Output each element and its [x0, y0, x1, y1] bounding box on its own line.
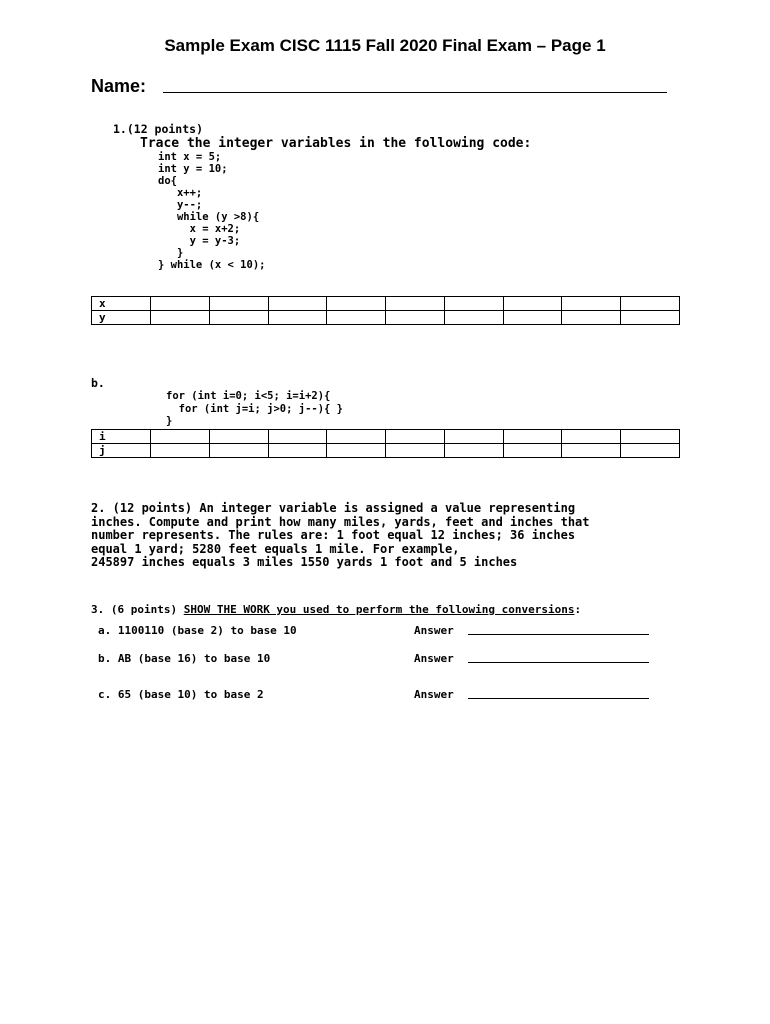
trace-cell[interactable] [151, 430, 210, 444]
trace-cell[interactable] [503, 444, 562, 458]
conversion-b: b. AB (base 16) to base 10 [98, 652, 271, 665]
trace-cell[interactable] [209, 444, 268, 458]
trace-cell[interactable] [268, 430, 327, 444]
row-label-i: i [92, 430, 151, 444]
trace-cell[interactable] [444, 430, 503, 444]
trace-cell[interactable] [151, 297, 210, 311]
row-label-x: x [92, 297, 151, 311]
trace-cell[interactable] [327, 430, 386, 444]
answer-label-b: Answer [414, 652, 454, 665]
table-row [92, 444, 680, 458]
question-3-instruction: SHOW THE WORK you used to perform the following conversions [183, 603, 575, 616]
trace-cell[interactable] [503, 311, 562, 325]
name-label: Name: [91, 76, 147, 96]
name-blank-line[interactable] [163, 92, 667, 93]
answer-line-a[interactable] [468, 621, 649, 635]
trace-cell[interactable] [386, 297, 445, 311]
trace-cell[interactable] [621, 297, 680, 311]
answer-line-c[interactable] [468, 685, 649, 699]
answer-label-c: Answer [414, 688, 454, 701]
trace-cell[interactable] [444, 444, 503, 458]
trace-cell[interactable] [327, 444, 386, 458]
conversion-c: c. 65 (base 10) to base 2 [98, 688, 264, 701]
trace-cell[interactable] [562, 311, 621, 325]
trace-cell[interactable] [268, 444, 327, 458]
question-1b-label: b. [91, 376, 105, 390]
trace-cell[interactable] [503, 297, 562, 311]
conversion-a: a. 1100110 (base 2) to base 10 [98, 624, 297, 637]
question-1b-code: for (int i=0; i<5; i=i+2){ for (int j=i; j>0; j--){ } } [166, 390, 344, 427]
table-row [92, 311, 680, 325]
trace-cell[interactable] [386, 311, 445, 325]
trace-cell[interactable] [209, 311, 268, 325]
trace-cell[interactable] [386, 444, 445, 458]
question-3-header [91, 603, 581, 617]
trace-cell[interactable] [621, 444, 680, 458]
trace-cell[interactable] [621, 311, 680, 325]
trace-cell[interactable] [209, 430, 268, 444]
trace-cell[interactable] [268, 311, 327, 325]
question-3-suffix: : [574, 603, 582, 616]
trace-cell[interactable] [444, 297, 503, 311]
trace-cell[interactable] [562, 444, 621, 458]
question-1-code: int x = 5; int y = 10; do{ x++; y--; while (y >8){ x = x+2; y = y-3; } } while (x < 10); [158, 151, 266, 271]
trace-cell[interactable] [444, 311, 503, 325]
trace-table-ij [91, 429, 680, 458]
trace-cell[interactable] [621, 430, 680, 444]
answer-line-b[interactable] [468, 649, 649, 663]
question-1-prompt: Trace the integer variables in the following code: [140, 136, 532, 151]
row-label-j: j [92, 444, 151, 458]
trace-cell[interactable] [209, 297, 268, 311]
trace-cell[interactable] [503, 430, 562, 444]
question-2-text: 2. (12 points) An integer variable is assigned a value representing inches. Compute and print how many miles, yards, feet and inches that number represents. The rules are: 1 foot equal 12 inches; 36 inches equal 1 yard; 5280 feet equals 1 mile. For example, 245897 inches equals 3 miles 1550 yards 1 foot and 5 inches [91, 501, 590, 569]
table-row [92, 297, 680, 311]
question-3-prefix: 3. (6 points) [91, 603, 184, 616]
answer-label-a: Answer [414, 624, 454, 637]
trace-cell[interactable] [151, 444, 210, 458]
page-title: Sample Exam CISC 1115 Fall 2020 Final Exam – Page 1 [164, 36, 606, 55]
trace-cell[interactable] [268, 297, 327, 311]
trace-table-xy [91, 296, 680, 325]
table-row [92, 430, 680, 444]
trace-cell[interactable] [151, 311, 210, 325]
question-1-number: 1.(12 points) [113, 122, 204, 136]
trace-cell[interactable] [562, 297, 621, 311]
trace-cell[interactable] [327, 311, 386, 325]
trace-cell[interactable] [327, 297, 386, 311]
trace-cell[interactable] [386, 430, 445, 444]
trace-cell[interactable] [562, 430, 621, 444]
row-label-y: y [92, 311, 151, 325]
